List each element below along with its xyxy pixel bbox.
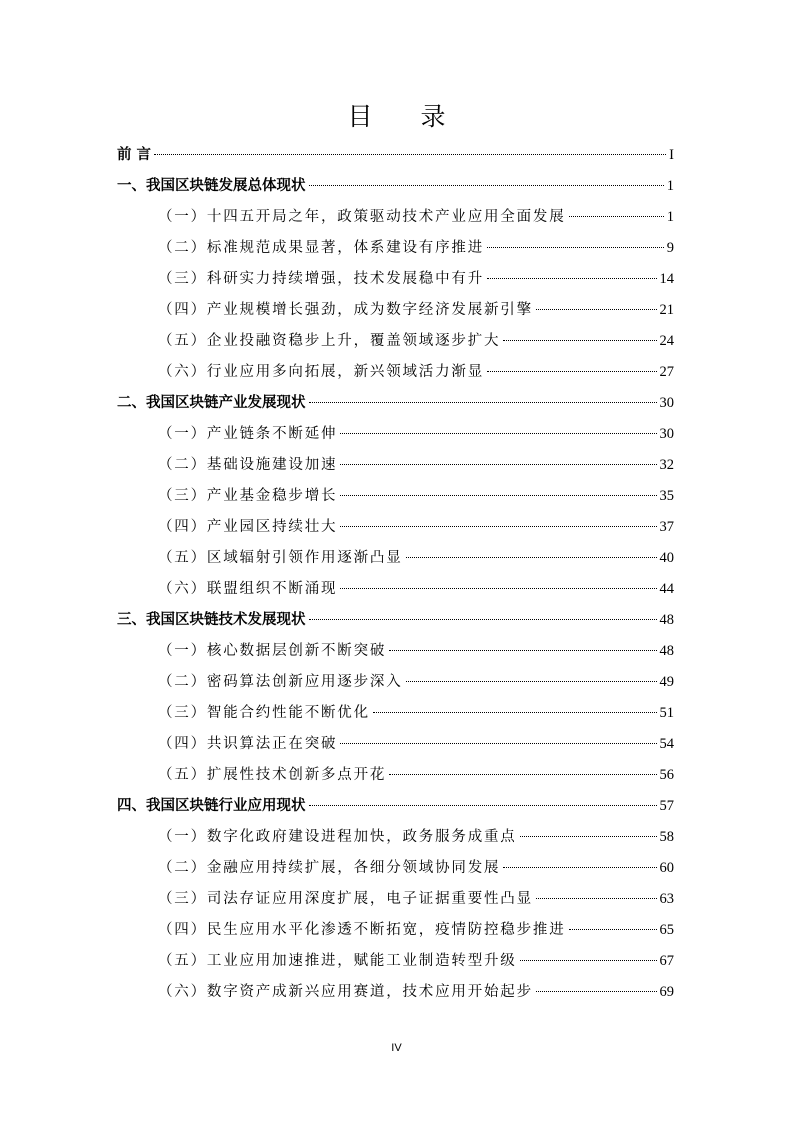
toc-section-entry[interactable] bbox=[158, 481, 674, 511]
toc-section-entry[interactable] bbox=[158, 946, 674, 976]
toc-section-entry[interactable] bbox=[158, 574, 674, 604]
toc-section-entry[interactable] bbox=[158, 729, 674, 759]
toc-entry-label: （一）核心数据层创新不断突破 bbox=[158, 643, 387, 659]
toc-entry-label: （一）数字化政府建设进程加快，政务服务成重点 bbox=[158, 829, 517, 845]
toc-entry-page: 30 bbox=[659, 426, 674, 442]
toc-entry-page: 67 bbox=[659, 953, 674, 969]
toc-chapter-entry[interactable] bbox=[117, 791, 674, 821]
toc-entry-page: 37 bbox=[659, 519, 674, 535]
toc-section-entry[interactable] bbox=[158, 884, 674, 914]
toc-section-entry[interactable] bbox=[158, 667, 674, 697]
toc-entry-page: 40 bbox=[659, 550, 674, 566]
toc-leader-dots bbox=[487, 278, 657, 279]
toc-section-entry[interactable] bbox=[158, 233, 674, 263]
toc-leader-dots bbox=[340, 464, 656, 465]
toc-entry-page: 32 bbox=[659, 457, 674, 473]
toc-entry-page: 1 bbox=[666, 178, 674, 194]
toc-leader-dots bbox=[406, 557, 657, 558]
toc-section-entry[interactable] bbox=[158, 295, 674, 325]
page-title: 目 录 bbox=[347, 102, 466, 131]
toc-leader-dots bbox=[340, 588, 656, 589]
toc-leader-dots bbox=[406, 681, 657, 682]
toc-entry-label: （一）十四五开局之年，政策驱动技术产业应用全面发展 bbox=[158, 209, 566, 225]
toc-entry-page: 9 bbox=[666, 240, 674, 256]
toc-section-entry[interactable] bbox=[158, 512, 674, 542]
toc-entry-page: 51 bbox=[659, 705, 674, 721]
toc-section-entry[interactable] bbox=[158, 450, 674, 480]
toc-leader-dots bbox=[487, 247, 664, 248]
toc-leader-dots bbox=[520, 836, 657, 837]
toc-entry-label: （六）联盟组织不断涌现 bbox=[158, 581, 338, 597]
toc-section-entry[interactable] bbox=[158, 357, 674, 387]
toc-entry-label: （二）基础设施建设加速 bbox=[158, 457, 338, 473]
toc-leader-dots bbox=[340, 433, 656, 434]
toc-section-entry[interactable] bbox=[158, 915, 674, 945]
toc-entry-label: （五）工业应用加速推进，赋能工业制造转型升级 bbox=[158, 953, 517, 969]
toc-chapter-entry[interactable] bbox=[117, 171, 674, 201]
toc-entry-page: 1 bbox=[666, 209, 674, 225]
toc-leader-dots bbox=[536, 991, 657, 992]
toc-entry-label: （六）行业应用多向拓展，新兴领域活力渐显 bbox=[158, 364, 484, 380]
toc-entry-page: 44 bbox=[659, 581, 674, 597]
toc-entry-label: （四）共识算法正在突破 bbox=[158, 736, 338, 752]
toc-entry-page: 56 bbox=[659, 767, 674, 783]
toc-entry-page: 63 bbox=[659, 891, 674, 907]
toc-entry-label: 前 言 bbox=[117, 146, 152, 163]
toc-entry-label: （六）数字资产成新兴应用赛道，技术应用开始起步 bbox=[158, 984, 533, 1000]
toc-section-entry[interactable] bbox=[158, 202, 674, 232]
toc-entry-page: 24 bbox=[659, 333, 674, 349]
toc-leader-dots bbox=[154, 154, 666, 155]
toc-entry-label: （五）区域辐射引领作用逐渐凸显 bbox=[158, 550, 403, 566]
toc-entry-label: 二、我国区块链产业发展现状 bbox=[117, 394, 306, 411]
toc-leader-dots bbox=[569, 216, 664, 217]
toc-section-entry[interactable] bbox=[158, 419, 674, 449]
toc-leader-dots bbox=[309, 805, 657, 806]
toc-entry-page: 65 bbox=[659, 922, 674, 938]
toc-leader-dots bbox=[487, 371, 657, 372]
toc-entry-label: （四）产业规模增长强劲，成为数字经济发展新引擎 bbox=[158, 302, 533, 318]
toc-entry-page: 21 bbox=[659, 302, 674, 318]
toc-leader-dots bbox=[503, 867, 656, 868]
toc-leader-dots bbox=[309, 185, 664, 186]
toc-entry-label: （四）民生应用水平化渗透不断拓宽，疫情防控稳步推进 bbox=[158, 922, 566, 938]
toc-chapter-entry[interactable] bbox=[117, 140, 674, 170]
toc-leader-dots bbox=[309, 402, 657, 403]
toc-leader-dots bbox=[373, 712, 657, 713]
toc-section-entry[interactable] bbox=[158, 264, 674, 294]
toc-section-entry[interactable] bbox=[158, 698, 674, 728]
toc-leader-dots bbox=[340, 526, 656, 527]
toc-section-entry[interactable] bbox=[158, 760, 674, 790]
toc-entry-page: 27 bbox=[659, 364, 674, 380]
toc-entry-page: 35 bbox=[659, 488, 674, 504]
toc-entry-label: （二）金融应用持续扩展，各细分领域协同发展 bbox=[158, 860, 501, 876]
toc-leader-dots bbox=[503, 340, 656, 341]
toc-leader-dots bbox=[340, 495, 656, 496]
toc-leader-dots bbox=[569, 929, 657, 930]
toc-entry-label: （三）科研实力持续增强，技术发展稳中有升 bbox=[158, 271, 484, 287]
toc-chapter-entry[interactable] bbox=[117, 388, 674, 418]
toc-entry-page: 60 bbox=[659, 860, 674, 876]
toc-entry-label: （三）产业基金稳步增长 bbox=[158, 488, 338, 504]
page-number: IV bbox=[391, 1042, 402, 1054]
toc-entry-label: （三）智能合约性能不断优化 bbox=[158, 705, 370, 721]
toc-leader-dots bbox=[536, 309, 657, 310]
toc-leader-dots bbox=[536, 898, 657, 899]
toc-entry-label: 三、我国区块链技术发展现状 bbox=[117, 611, 306, 628]
toc-section-entry[interactable] bbox=[158, 326, 674, 356]
toc-entry-label: 一、我国区块链发展总体现状 bbox=[117, 177, 306, 194]
toc-entry-page: 30 bbox=[659, 395, 674, 411]
toc-entry-label: （五）扩展性技术创新多点开花 bbox=[158, 767, 387, 783]
toc-entry-label: 四、我国区块链行业应用现状 bbox=[117, 797, 306, 814]
toc-entry-label: （四）产业园区持续壮大 bbox=[158, 519, 338, 535]
toc-entry-page: 57 bbox=[659, 798, 674, 814]
toc-section-entry[interactable] bbox=[158, 822, 674, 852]
toc-section-entry[interactable] bbox=[158, 977, 674, 1007]
table-of-contents bbox=[0, 140, 793, 1020]
toc-leader-dots bbox=[389, 650, 656, 651]
toc-entry-page: 14 bbox=[659, 271, 674, 287]
toc-entry-label: （三）司法存证应用深度扩展，电子证据重要性凸显 bbox=[158, 891, 533, 907]
toc-leader-dots bbox=[309, 619, 657, 620]
toc-entry-label: （二）标准规范成果显著，体系建设有序推进 bbox=[158, 240, 484, 256]
toc-entry-page: I bbox=[669, 147, 674, 163]
toc-section-entry[interactable] bbox=[158, 853, 674, 883]
toc-entry-page: 58 bbox=[659, 829, 674, 845]
toc-chapter-entry[interactable] bbox=[117, 605, 674, 635]
toc-entry-label: （二）密码算法创新应用逐步深入 bbox=[158, 674, 403, 690]
toc-entry-page: 48 bbox=[659, 612, 674, 628]
toc-leader-dots bbox=[340, 743, 656, 744]
toc-entry-page: 54 bbox=[659, 736, 674, 752]
toc-leader-dots bbox=[520, 960, 657, 961]
toc-entry-label: （一）产业链条不断延伸 bbox=[158, 426, 338, 442]
toc-entry-label: （五）企业投融资稳步上升，覆盖领域逐步扩大 bbox=[158, 333, 501, 349]
toc-section-entry[interactable] bbox=[158, 636, 674, 666]
toc-leader-dots bbox=[389, 774, 656, 775]
toc-section-entry[interactable] bbox=[158, 543, 674, 573]
toc-entry-page: 48 bbox=[659, 643, 674, 659]
toc-entry-page: 69 bbox=[659, 984, 674, 1000]
toc-entry-page: 49 bbox=[659, 674, 674, 690]
